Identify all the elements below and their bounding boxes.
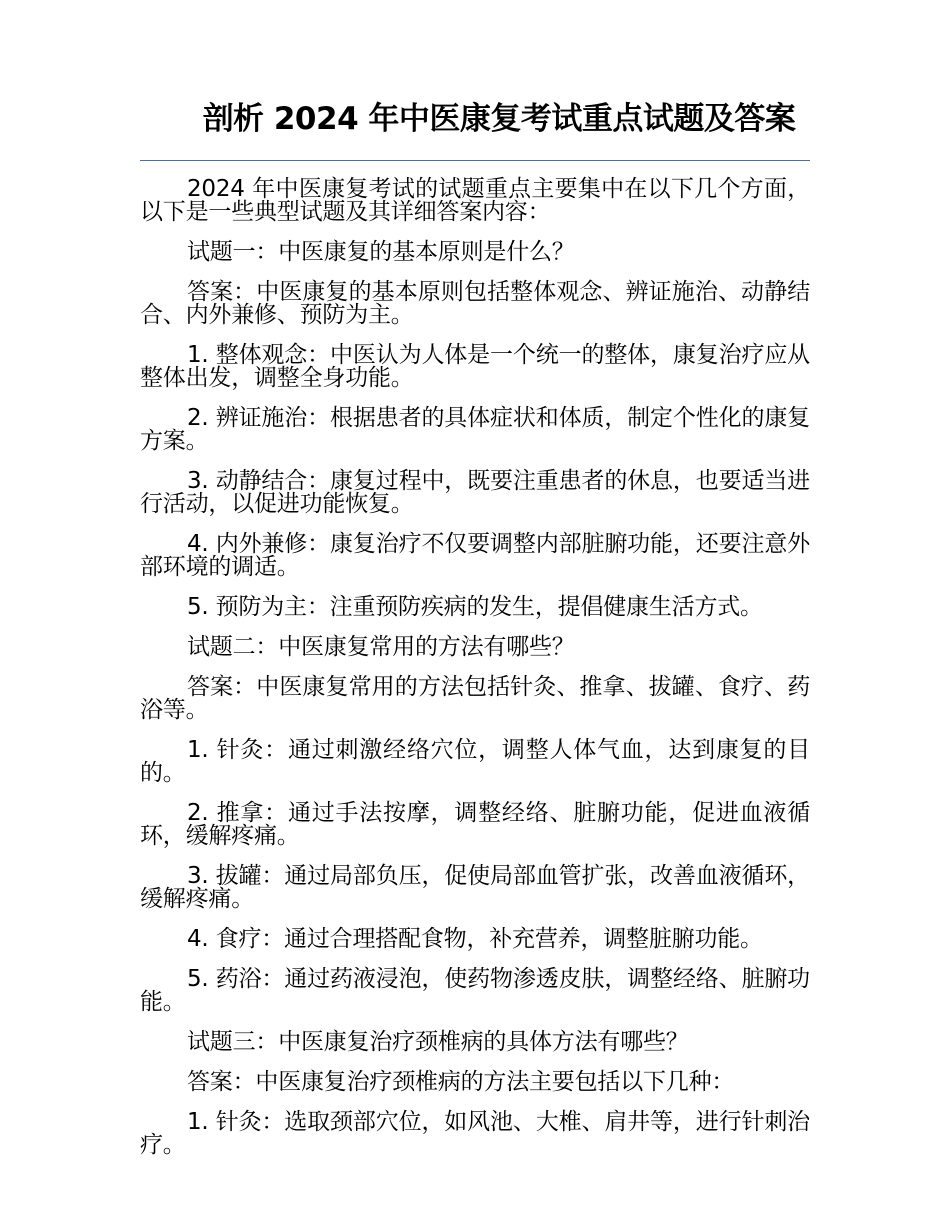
answer-1-item-1: 1. 整体观念：中医认为人体是一个统一的整体，康复治疗应从整体出发，调整全身功能。: [140, 342, 810, 391]
answer-3-item-1: 1. 针灸：选取颈部穴位，如风池、大椎、肩井等，进行针刺治疗。: [140, 1109, 810, 1158]
answer-1-item-4: 4. 内外兼修：康复治疗不仅要调整内部脏腑功能，还要注意外部环境的调适。: [140, 531, 810, 580]
answer-2-item-4: 4. 食疗：通过合理搭配食物，补充营养，调整脏腑功能。: [187, 926, 763, 952]
title-block: [140, 101, 810, 137]
paragraph-intro: 2024 年中医康复考试的试题重点主要集中在以下几个方面，以下是一些典型试题及其详细答案内容：: [140, 176, 810, 225]
answer-2: 答案：中医康复常用的方法包括针灸、推拿、拔罐、食疗、药浴等。: [140, 674, 810, 723]
question-1: 试题一：中医康复的基本原则是什么？: [187, 239, 575, 265]
answer-1: 答案：中医康复的基本原则包括整体观念、辨证施治、动静结合、内外兼修、预防为主。: [140, 279, 810, 328]
page-title: 剖析 2024 年中医康复考试重点试题及答案: [202, 101, 796, 137]
question-2: 试题二：中医康复常用的方法有哪些？: [187, 634, 575, 660]
answer-2-item-2: 2. 推拿：通过手法按摩，调整经络、脏腑功能，促进血液循环，缓解疼痛。: [140, 800, 810, 849]
answer-1-item-2: 2. 辨证施治：根据患者的具体症状和体质，制定个性化的康复方案。: [140, 405, 810, 454]
answer-2-item-1: 1. 针灸：通过刺激经络穴位，调整人体气血，达到康复的目的。: [140, 737, 810, 786]
question-3: 试题三：中医康复治疗颈椎病的具体方法有哪些？: [187, 1029, 689, 1055]
title-underline: [140, 160, 810, 161]
answer-3: 答案：中医康复治疗颈椎病的方法主要包括以下几种：: [187, 1069, 735, 1095]
answer-1-item-3: 3. 动静结合：康复过程中，既要注重患者的休息，也要适当进行活动，以促进功能恢复。: [140, 468, 810, 517]
answer-1-item-5: 5. 预防为主：注重预防疾病的发生，提倡健康生活方式。: [187, 594, 763, 620]
answer-2-item-5: 5. 药浴：通过药液浸泡，使药物渗透皮肤，调整经络、脏腑功能。: [140, 966, 810, 1015]
answer-2-item-3: 3. 拔罐：通过局部负压，促使局部血管扩张，改善血液循环，缓解疼痛。: [140, 863, 810, 912]
document-body: [140, 178, 810, 1174]
